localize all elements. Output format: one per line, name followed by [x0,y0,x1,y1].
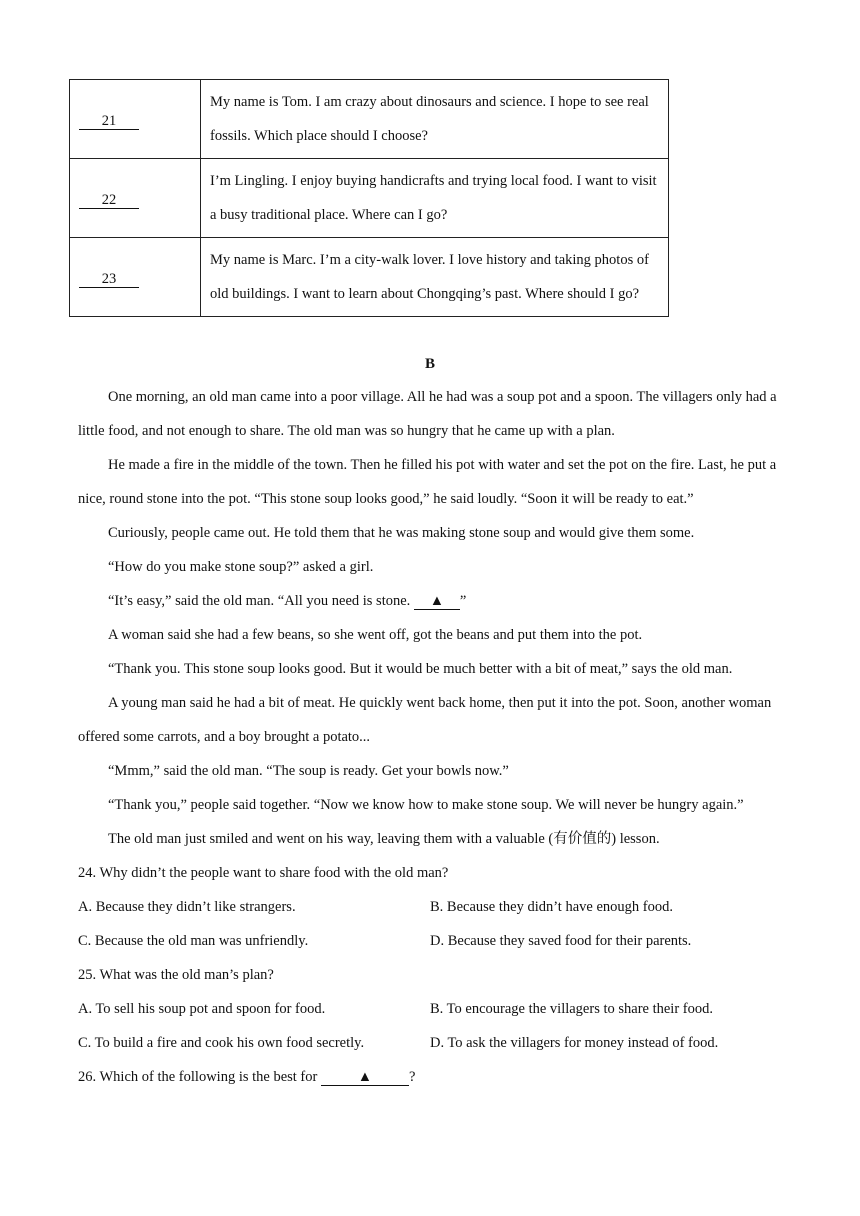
closing-quote: ” [459,593,467,609]
answer-blank-triangle: ▲ [321,1069,409,1086]
answer-cell [70,238,201,317]
answer-cell [70,80,201,159]
passage-paragraph: “How do you make stone soup?” asked a girl. [108,559,374,575]
options-row [78,1026,778,1060]
passage-paragraph: The old man just smiled and went on his way, leaving them with a valuable (有价值的) lesson. [108,831,660,847]
question-stem: 24. Why didn’t the people want to share food with the old man? [78,865,449,881]
table-row [70,238,669,317]
blank-paragraph-text: “It’s easy,” said the old man. “All you need is stone. [108,593,414,609]
passage-paragraph: He made a fire in the middle of the town. Then he filled his pot with water and set the pot on the fire. Last, he put a nice, round stone into the pot. “This stone soup looks good,” he said loudly. “Soon it will be ready to eat.” [78,457,777,507]
passage-paragraph: “Thank you,” people said together. “Now we know how to make stone soup. We will never be hungry again.” [108,797,744,813]
option-b: B. To encourage the villagers to share their food. [430,1001,713,1017]
description-cell: My name is Tom. I am crazy about dinosaurs and science. I hope to see real fossils. Which place should I choose? [201,80,669,159]
passage-paragraph: “Mmm,” said the old man. “The soup is ready. Get your bowls now.” [108,763,509,779]
matching-table [69,79,669,317]
answer-blank-22: 22 [79,192,139,209]
passage-paragraph: One morning, an old man came into a poor village. All he had was a soup pot and a spoon. The villagers only had a little food, and not enough to share. The old man was so hungry that he came up with a plan. [78,389,777,439]
description-cell: My name is Marc. I’m a city-walk lover. I love history and taking photos of old buildings. I want to learn about Chongqing’s past. Where should I go? [201,238,669,317]
options-row [78,924,778,958]
passage-body [78,380,778,1094]
option-a: A. To sell his soup pot and spoon for food. [78,1001,326,1017]
question-stem-26 [78,1060,778,1094]
question-stem: 25. What was the old man’s plan? [78,967,274,983]
options-row [78,992,778,1026]
question-26-text: 26. Which of the following is the best for [78,1069,321,1085]
passage-paragraph: A woman said she had a few beans, so she went off, got the beans and put them into the pot. [108,627,643,643]
answer-blank-21: 21 [79,113,139,130]
answer-cell [70,159,201,238]
table-row [70,80,669,159]
option-b: B. Because they didn’t have enough food. [430,899,673,915]
option-d: D. Because they saved food for their parents. [430,933,692,949]
options-row [78,890,778,924]
passage-paragraph: “Thank you. This stone soup looks good. But it would be much better with a bit of meat,” says the old man. [108,661,733,677]
section-title: B [424,356,435,372]
option-c: C. To build a fire and cook his own food secretly. [78,1035,365,1051]
passage-paragraph: A young man said he had a bit of meat. He quickly went back home, then put it into the pot. Soon, another woman offered some carrots, and a boy brought a potato... [78,695,772,745]
question-mark: ? [408,1069,416,1085]
description-cell: I’m Lingling. I enjoy buying handicrafts and trying local food. I want to visit a busy traditional place. Where can I go? [201,159,669,238]
answer-blank-23: 23 [79,271,139,288]
option-a: A. Because they didn’t like strangers. [78,899,296,915]
option-d: D. To ask the villagers for money instead of food. [430,1035,719,1051]
passage-paragraph: Curiously, people came out. He told them that he was making stone soup and would give them some. [108,525,695,541]
option-c: C. Because the old man was unfriendly. [78,933,309,949]
answer-blank-triangle: ▲ [414,593,460,610]
passage-paragraph-with-blank [78,584,778,618]
table-row [70,159,669,238]
